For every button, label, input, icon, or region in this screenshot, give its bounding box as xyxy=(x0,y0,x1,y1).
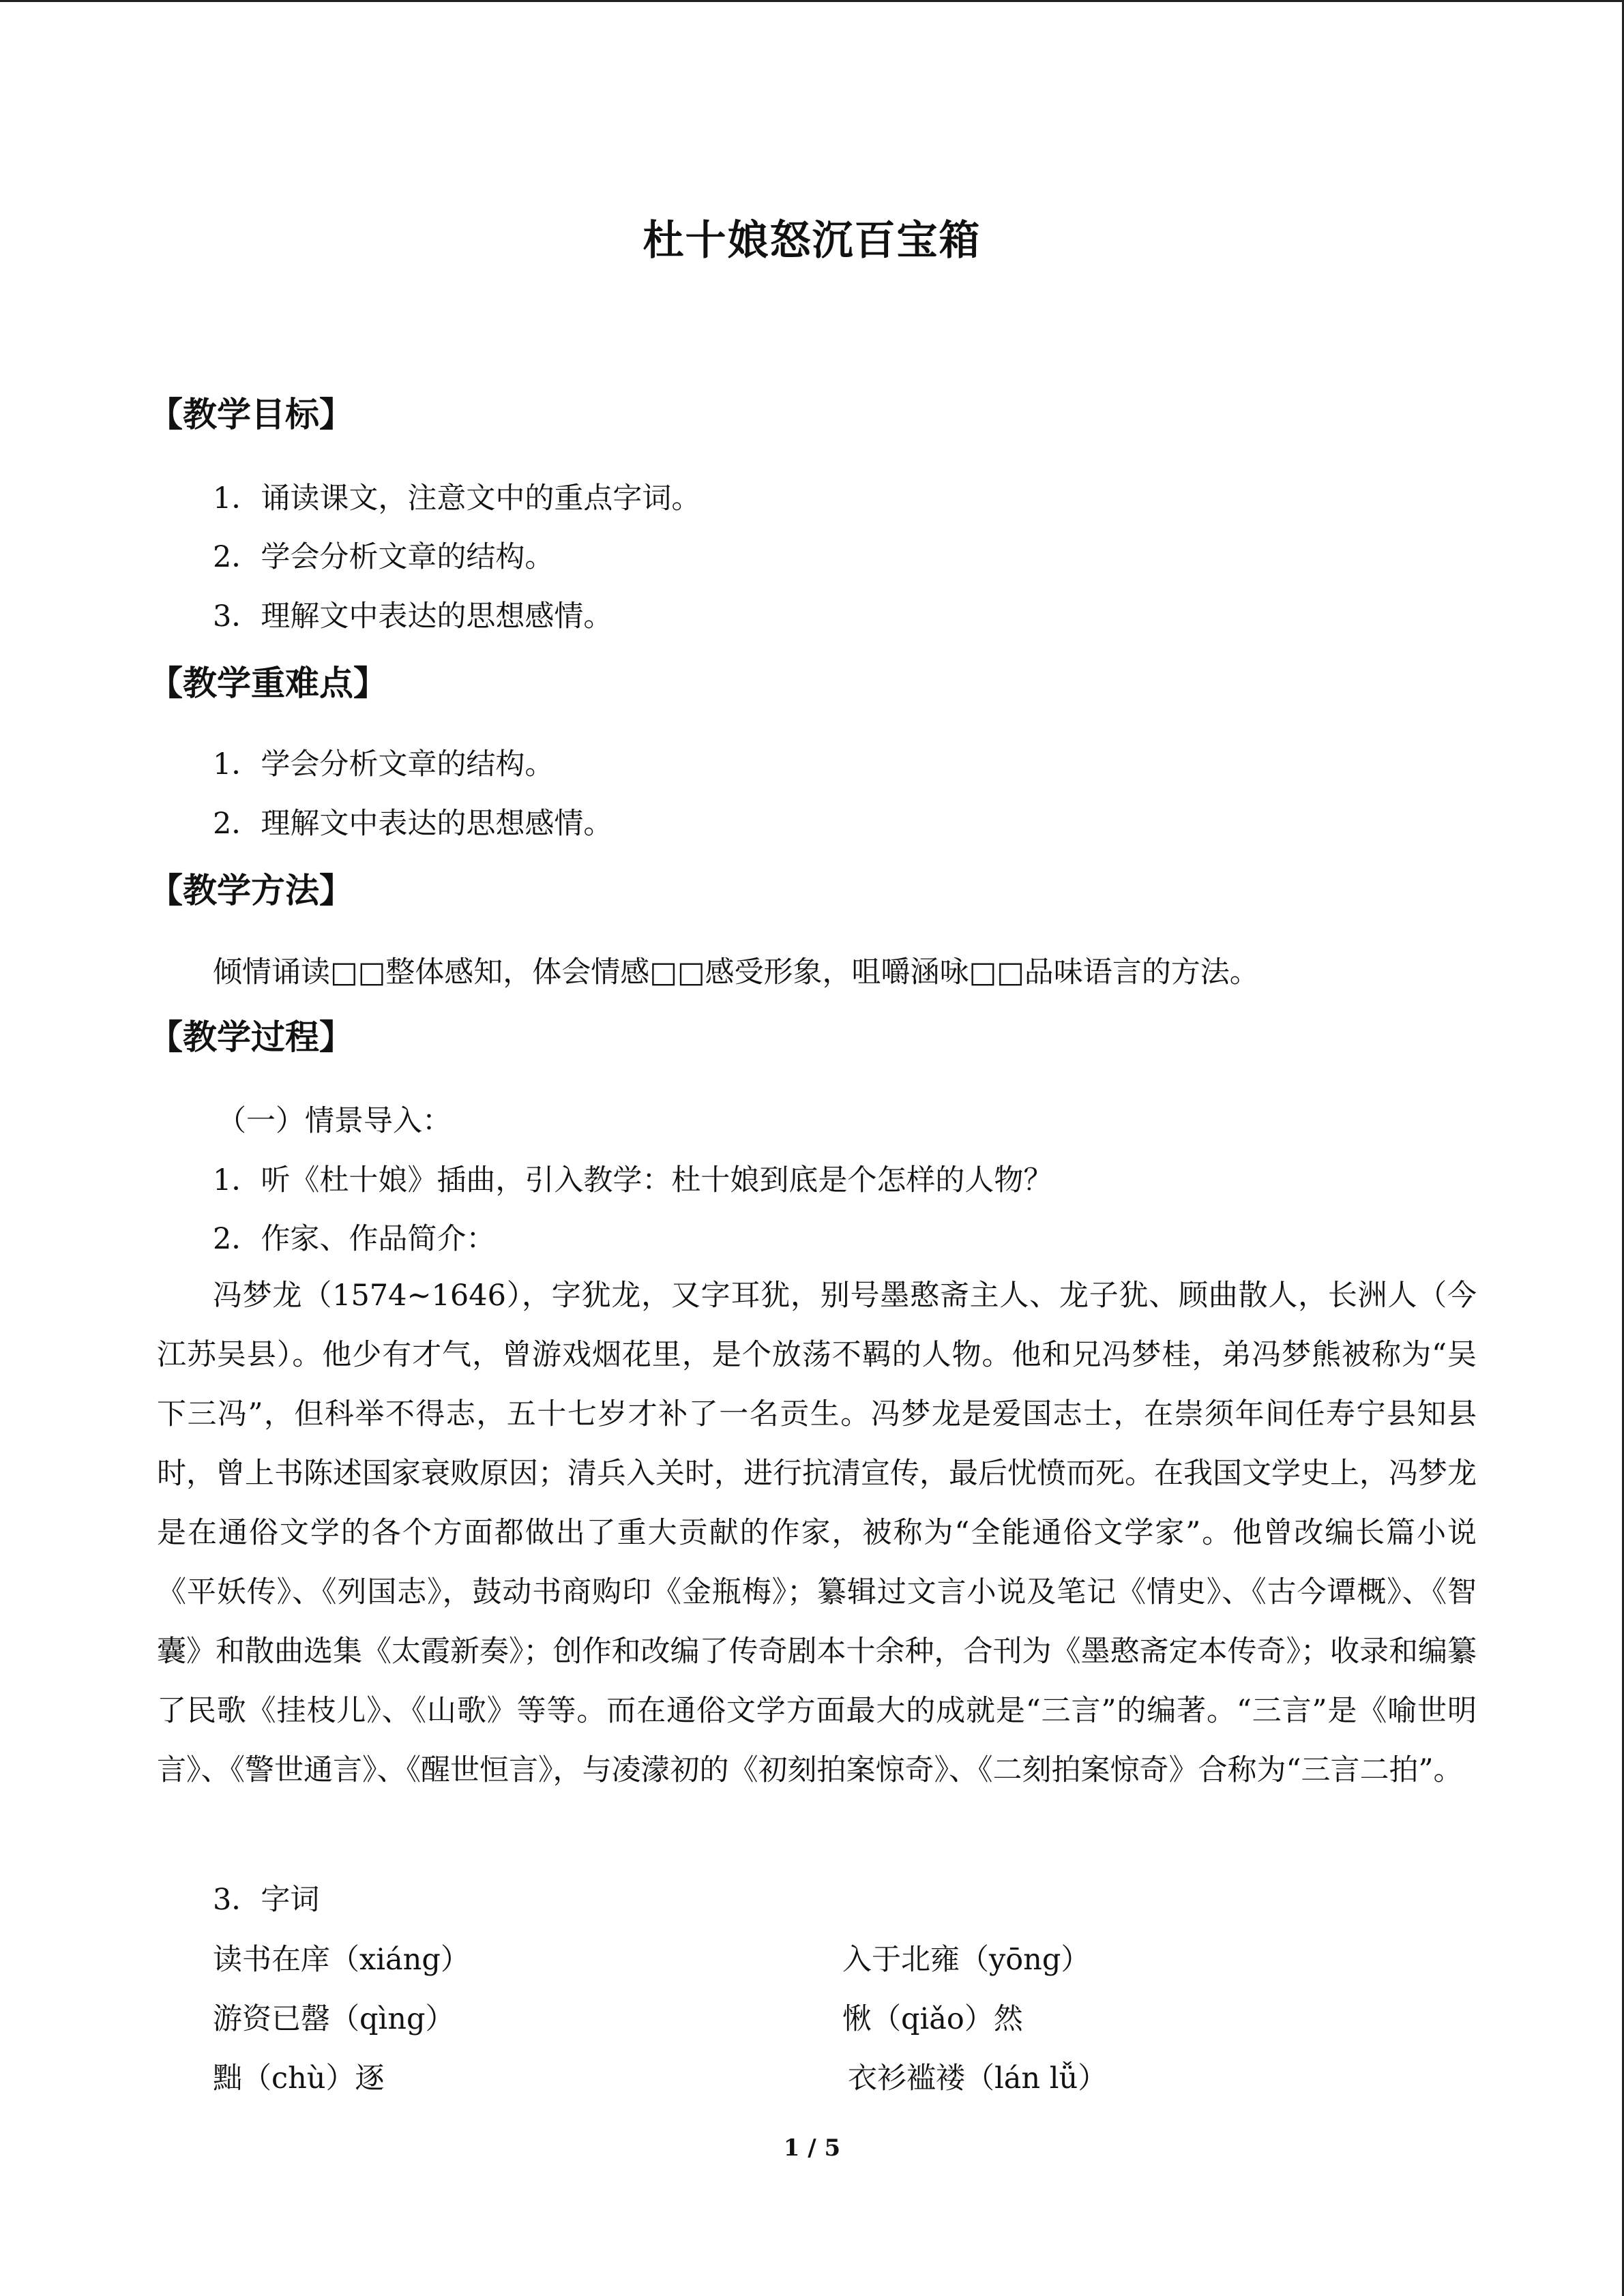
vocab-item: 衣衫褴褛（lán lǚ） xyxy=(848,2061,1108,2096)
objectives-heading: 【教学目标】 xyxy=(149,394,353,434)
objective-item-2: 2．学会分析文章的结构。 xyxy=(213,540,555,574)
page-title: 杜十娘怒沉百宝箱 xyxy=(643,217,981,265)
process-subheading-intro: （一）情景导入： xyxy=(217,1104,452,1138)
process-item-3: 3．字词 xyxy=(213,1883,320,1917)
objective-item-1: 1．诵读课文，注意文中的重点字词。 xyxy=(213,481,701,516)
difficulties-heading: 【教学重难点】 xyxy=(149,663,387,703)
author-biography: 冯梦龙（1574~1646），字犹龙，又字耳犹，别号墨憨斋主人、龙子犹、顾曲散人，长洲人（今江苏吴县）。他少有才气，曾游戏烟花里，是个放荡不羁的人物。他和兄冯梦桂，弟冯梦熊被称为“吴下三冯”，但科举不得志，五十七岁才补了一名贡生。冯梦龙是爱国志士，在崇须年间任寿宁县知县时，曾上书陈述国家衰败原因；清兵入关时，进行抗清宣传，最后忧愤而死。在我国文学史上，冯梦龙是在通俗文学的各个方面都做出了重大贡献的作家，被称为“全能通俗文学家”。他曾改编长篇小说《平妖传》、《列国志》，鼓动书商购印《金瓶梅》；纂辑过文言小说及笔记《情史》、《古今谭概》、《智囊》和散曲选集《太霞新奏》；创作和改编了传奇剧本十余种，合刊为《墨憨斋定本传奇》；收录和编纂了民歌《挂枝儿》、《山歌》等等。而在通俗文学方面最大的成就是“三言”的编著。“三言”是《喻世明言》、《警世通言》、《醒世恒言》，与凌濛初的《初刻拍案惊奇》、《二刻拍案惊奇》合称为“三言二拍”。 xyxy=(157,1279,1477,1787)
process-item-2: 2．作家、作品简介： xyxy=(213,1222,496,1256)
page-number: 1 / 5 xyxy=(783,2134,841,2162)
process-heading: 【教学过程】 xyxy=(149,1017,353,1057)
methods-heading: 【教学方法】 xyxy=(149,870,353,910)
vocab-item: 愀（qiǎo）然 xyxy=(842,2002,1023,2036)
difficulty-item-1: 1．学会分析文章的结构。 xyxy=(213,747,555,781)
methods-text: 倾情诵读□□整体感知，体会情感□□感受形象，咀嚼涵咏□□品味语言的方法。 xyxy=(213,955,1259,989)
process-item-1: 1．听《杜十娘》插曲，引入教学：杜十娘到底是个怎样的人物？ xyxy=(213,1163,1053,1197)
vocab-item: 黜（chù）逐 xyxy=(213,2061,385,2096)
difficulty-item-2: 2．理解文中表达的思想感情。 xyxy=(213,807,613,841)
vocab-item: 游资已罄（qìng） xyxy=(213,2002,455,2036)
page-top-border xyxy=(0,0,1624,2)
vocab-item: 读书在庠（xiáng） xyxy=(213,1943,470,1977)
vocab-item: 入于北雍（yōng） xyxy=(842,1943,1091,1977)
objective-item-3: 3．理解文中表达的思想感情。 xyxy=(213,599,613,633)
